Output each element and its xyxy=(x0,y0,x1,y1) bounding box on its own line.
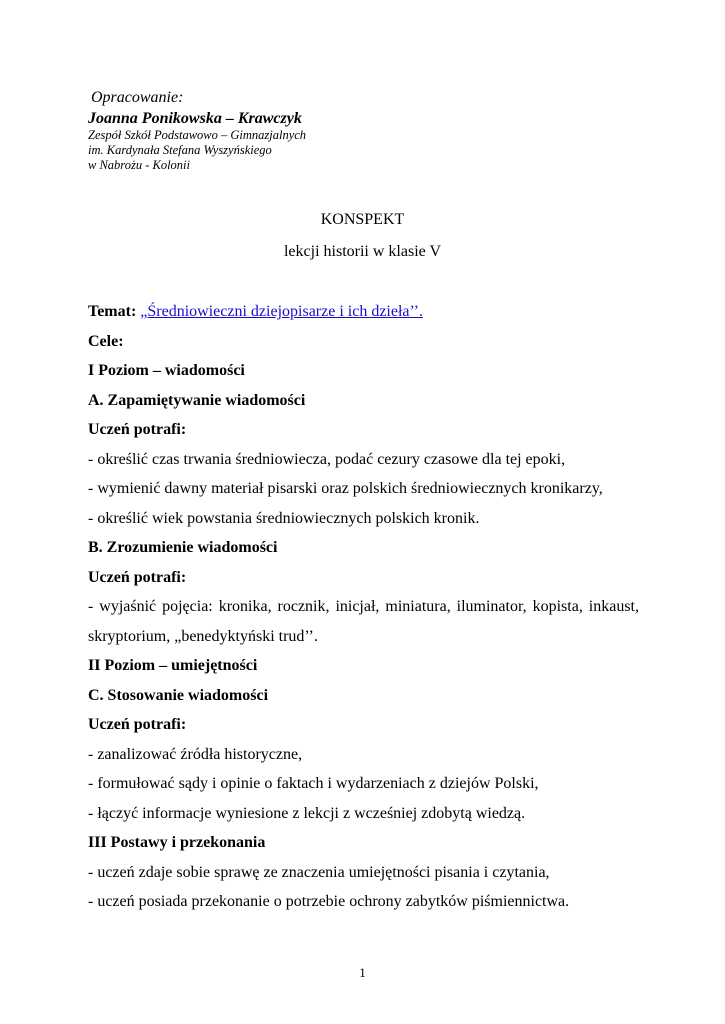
prepared-label: Opracowanie: xyxy=(91,89,184,106)
topic-line xyxy=(88,297,639,327)
sectionC-can: Uczeń potrafi: xyxy=(88,716,187,733)
document-subtitle: lekcji historii w klasie V xyxy=(283,243,441,260)
list-item: - wyjaśnić pojęcia: kronika, rocznik, inicjał, miniatura, iluminator, kopista, inkaust, skryptorium, „benedyktyński trud’’. xyxy=(88,598,639,645)
school-line: w Nabrożu - Kolonii xyxy=(88,158,190,172)
sectionB-can: Uczeń potrafi: xyxy=(88,568,187,586)
list-item: - określić wiek powstania średniowiecznych polskich kronik. xyxy=(88,509,480,527)
list-item: - określić czas trwania średniowiecza, podać cezury czasowe dla tej epoki, xyxy=(88,450,566,468)
list-item: - uczeń posiada przekonanie o potrzebie ochrony zabytków piśmiennictwa. xyxy=(88,893,570,910)
level1-heading: I Poziom – wiadomości xyxy=(88,362,245,379)
author-block xyxy=(88,89,306,173)
goals-heading: Cele: xyxy=(88,332,124,350)
list-item: - łączyć informacje wyniesione z lekcji z wcześniej zdobytą wiedzą. xyxy=(88,804,526,822)
sectionA-heading: A. Zapamiętywanie wiadomości xyxy=(88,391,306,409)
level2-heading: II Poziom – umiejętności xyxy=(88,657,258,674)
list-item: - uczeń zdaje sobie sprawę ze znaczenia umiejętności pisania i czytania, xyxy=(88,863,550,881)
sectionA-can: Uczeń potrafi: xyxy=(88,421,187,438)
school-line: im. Kardynała Stefana Wyszyńskiego xyxy=(88,143,272,157)
level3-heading: III Postawy i przekonania xyxy=(88,834,266,851)
list-item: - wymienić dawny materiał pisarski oraz polskich średniowiecznych kronikarzy, xyxy=(88,480,603,497)
school-line: Zespół Szkół Podstawowo – Gimnazjalnych xyxy=(88,128,307,142)
author-name: Joanna Ponikowska – Krawczyk xyxy=(88,110,302,127)
list-item: - formułować sądy i opinie o faktach i wydarzeniach z dziejów Polski, xyxy=(88,775,539,792)
topic-link[interactable]: „Średniowieczni dziejopisarze i ich dzieła’’. xyxy=(140,303,423,320)
sectionC-heading: C. Stosowanie wiadomości xyxy=(88,686,269,704)
list-item: - zanalizować źródła historyczne, xyxy=(88,745,303,763)
topic-label: Temat: xyxy=(88,303,137,320)
lesson-content xyxy=(88,297,639,917)
page-number: 1 xyxy=(359,965,366,980)
document-title: KONSPEKT xyxy=(320,211,405,228)
sectionB-heading: B. Zrozumienie wiadomości xyxy=(88,539,278,556)
